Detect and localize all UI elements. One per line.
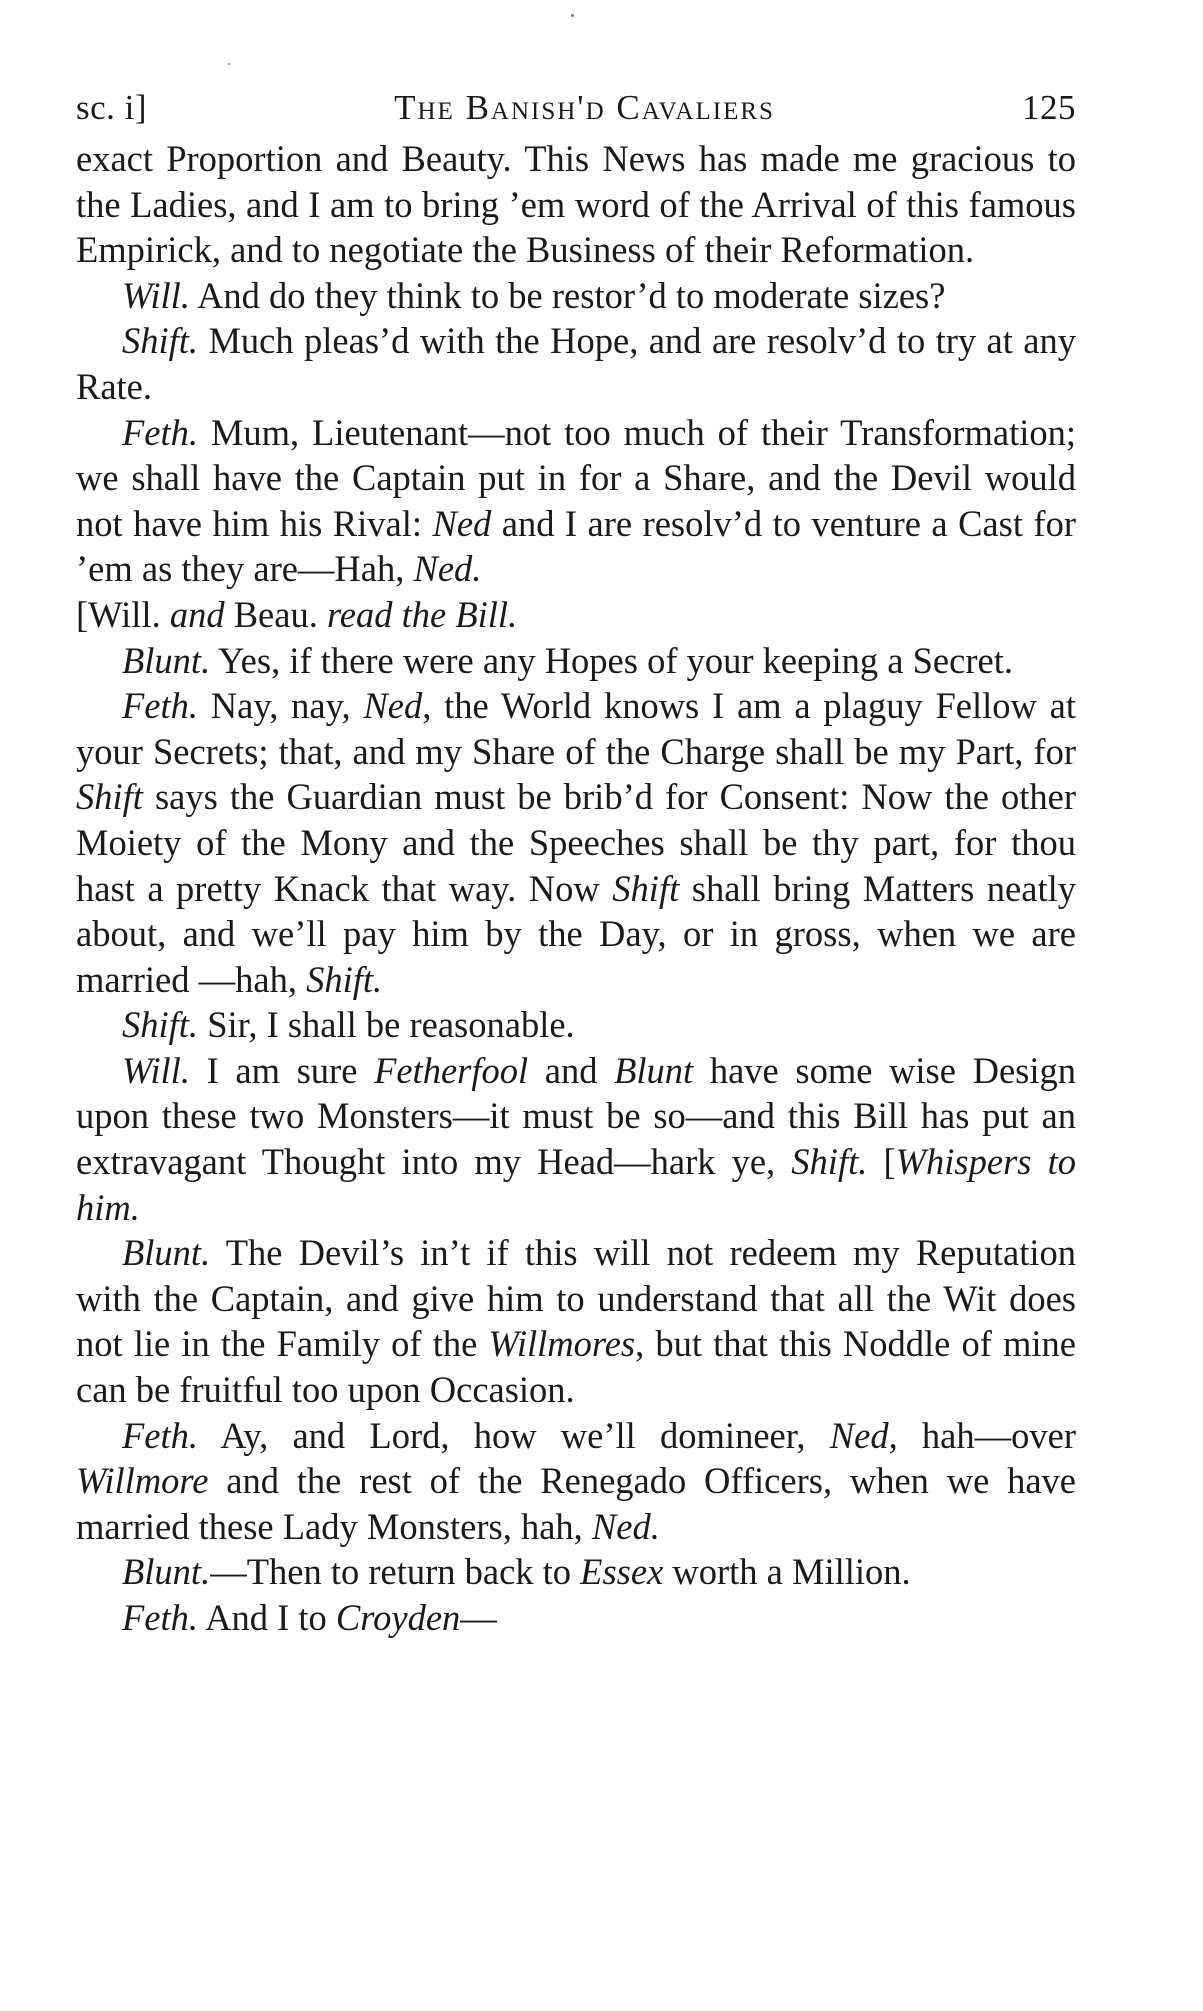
italic-text: Essex: [580, 1551, 664, 1593]
italic-text: Ned: [432, 502, 492, 544]
text-run: Sir, I shall be reasonable.: [198, 1004, 575, 1046]
dialogue-paragraph: [76, 683, 1076, 1002]
running-header: [76, 88, 1076, 134]
text-run: exact Proportion and Beauty. This News has made me gracious to the Ladies, and I am to bring ’em word of the Arrival of this famous Empirick, and to negotiate the Business of their Reformation.: [76, 138, 1076, 271]
text-run: Beau.: [224, 593, 327, 635]
dialogue-paragraph: [76, 638, 1076, 684]
italic-text: Feth.: [122, 685, 199, 727]
print-speck: [571, 14, 574, 17]
italic-text: Blunt.: [122, 639, 211, 681]
italic-text: Ned.: [413, 548, 482, 590]
italic-text: Whispers to him.: [76, 1141, 1077, 1228]
text-run: worth a Million.: [663, 1551, 911, 1593]
text-run: have some wise Design upon these two Monsters—it must be so—and this Bill has put an extravagant Thought into my Head—hark ye,: [76, 1049, 1077, 1183]
dialogue-paragraph: [76, 273, 1076, 319]
italic-text: Shift: [612, 867, 680, 909]
print-speck: [228, 63, 230, 65]
text-run: I am sure: [189, 1049, 375, 1091]
italic-text: Blunt.: [122, 1232, 211, 1274]
italic-text: Shift.: [122, 320, 199, 362]
dialogue-paragraph: [76, 410, 1076, 592]
italic-text: and: [169, 593, 225, 635]
italic-text: Feth.: [122, 1597, 199, 1638]
dialogue-paragraph: [76, 1549, 1076, 1595]
text-run: shall bring Matters neatly about, and we’ll pay him by the Day, or in gross, when we are married —hah,: [76, 867, 1076, 1000]
text-run: Nay, nay,: [198, 685, 364, 727]
text-run: —Then to return back to: [210, 1551, 581, 1593]
text-run: , hah—over: [888, 1414, 1076, 1456]
italic-text: Willmores: [488, 1323, 636, 1365]
italic-text: Will.: [122, 274, 190, 316]
scene-label: sc. i]: [76, 88, 148, 127]
italic-text: Feth.: [122, 1414, 199, 1456]
text-run: and I are resolv’d to venture a Cast for ’em as they are—Hah,: [76, 502, 1076, 590]
text-run: [: [867, 1141, 896, 1183]
dialogue-paragraph: [76, 1413, 1076, 1550]
text-run: and the rest of the Renegado Officers, when we have married these Lady Monsters, hah,: [76, 1460, 1076, 1547]
text-run: Yes, if there were any Hopes of your keeping a Secret.: [210, 639, 1013, 681]
italic-text: Blunt: [614, 1049, 694, 1091]
italic-text: Shift.: [791, 1141, 868, 1183]
page-number: 125: [1021, 88, 1076, 127]
dialogue-paragraph: [76, 1048, 1076, 1230]
italic-text: Ned.: [591, 1505, 660, 1547]
text-run: —: [460, 1597, 497, 1638]
text-run: , but that this Noddle of mine can be fruitful too upon Occasion.: [76, 1323, 1076, 1411]
italic-text: Fetherfool: [374, 1049, 529, 1091]
italic-text: Ned: [829, 1414, 889, 1456]
italic-text: Ned: [363, 685, 423, 727]
italic-text: Will.: [122, 1049, 190, 1091]
italic-text: Shift: [76, 776, 143, 818]
italic-text: Blunt.: [122, 1551, 211, 1593]
italic-text: Willmore: [76, 1460, 209, 1502]
italic-text: Croyden: [335, 1597, 461, 1638]
text-run: and: [528, 1049, 615, 1091]
italic-text: Feth.: [122, 411, 199, 453]
text-run: Much pleas’d with the Hope, and are resolv’d to try at any Rate.: [76, 320, 1076, 407]
dialogue-paragraph: [76, 136, 1076, 273]
text-run: Mum, Lieutenant—not too much of their Transformation; we shall have the Captain put in for a Share, and the Devil would not have him his Rival:: [76, 411, 1076, 544]
play-text: [76, 136, 1076, 1641]
book-page: [76, 88, 1076, 1641]
text-run: The Devil’s in’t if this will not redeem my Reputation with the Captain, and give him to understand that all the Wit does not lie in the Family of the: [76, 1232, 1076, 1365]
italic-text: Shift.: [122, 1004, 199, 1046]
dialogue-paragraph: [76, 318, 1076, 409]
text-run: Ay, and Lord, how we’ll domineer,: [198, 1414, 830, 1456]
italic-text: read the Bill.: [326, 593, 518, 635]
dialogue-paragraph: [76, 1230, 1076, 1412]
text-run: , the World knows I am a plaguy Fellow at your Secrets; that, and my Share of the Charge shall be my Part, for: [76, 685, 1076, 772]
text-run: [Will.: [76, 593, 170, 635]
text-run: And do they think to be restor’d to moderate sizes?: [189, 274, 946, 316]
italic-text: Shift.: [306, 958, 383, 1000]
dialogue-paragraph: [76, 1595, 1076, 1641]
stage-direction: [76, 592, 1076, 638]
dialogue-paragraph: [76, 1002, 1076, 1048]
book-title: The Banish'd Cavaliers: [394, 88, 775, 127]
text-run: And I to: [198, 1597, 336, 1638]
text-run: says the Guardian must be brib’d for Consent: Now the other Moiety of the Mony and the Speeches shall be thy part, for thou hast a pretty Knack that way. Now: [76, 776, 1076, 909]
